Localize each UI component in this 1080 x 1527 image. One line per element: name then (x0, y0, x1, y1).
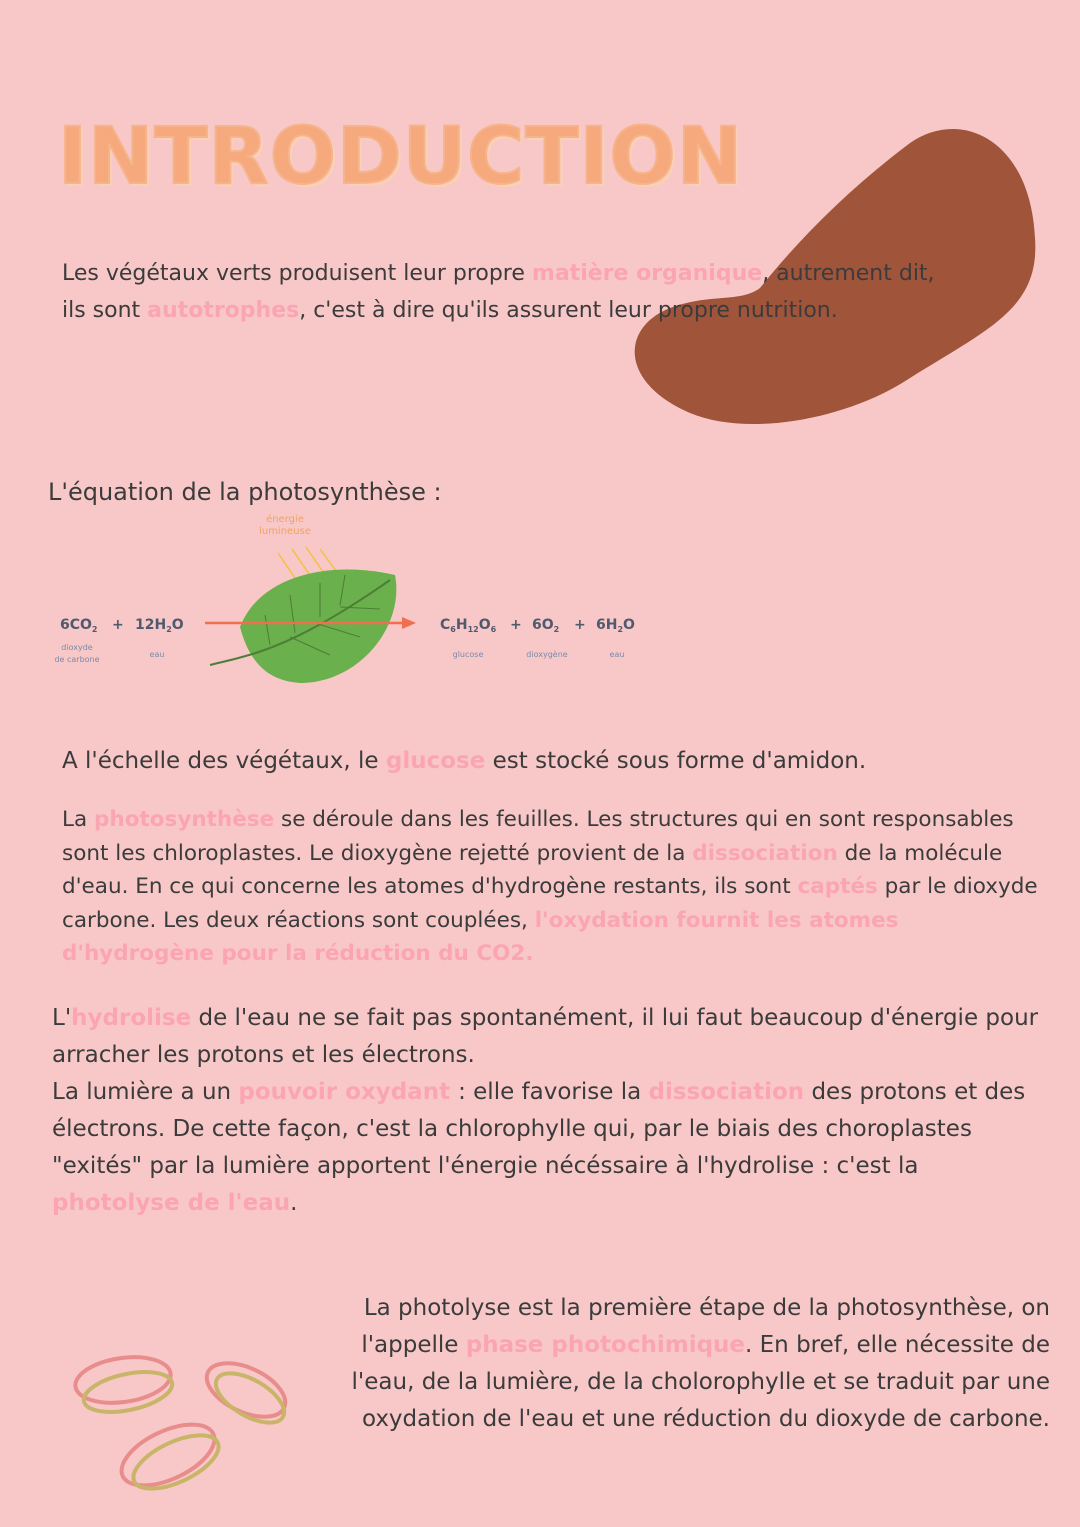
product-o2: $6O_2$ (532, 617, 560, 634)
energy-label-line2: lumineuse (259, 526, 311, 537)
leaf-icon (210, 569, 396, 683)
intro-paragraph: Les végétaux verts produisent leur propre matière organique, autrement dit, ils sont autotrophes, c'est à dire qu'ils assurent leur propre nutrition. (62, 261, 935, 323)
equation-heading: L'équation de la photosynthèse : (48, 478, 442, 506)
reactant-label: eau (149, 650, 165, 659)
product-label: dioxygène (526, 650, 568, 659)
plus-sign: + (510, 617, 522, 633)
product-glucose: $C_6H_{12}O_6$ (440, 617, 497, 634)
photosynthesis-paragraph: La photosynthèse se déroule dans les feuilles. Les structures qui en sont responsables sont les chloroplastes. Le dioxygène rejetté provient de la dissociation de la molécule d'eau. En ce qui concerne les atomes d'hydrogène restants, ils sont captés par le dioxyde carbone. Les deux réactions sont couplées, l'oxydation fournit les atomes d'hydrogène pour la réduction du CO2. (62, 807, 1038, 966)
reactant-co2: $6CO_2$ (60, 617, 98, 634)
reactant-water: $12H_2O$ (135, 617, 184, 634)
energy-label-line1: énergie (266, 514, 304, 525)
photosynthesis-equation (40, 505, 680, 695)
page-title: INTRODUCTION (58, 112, 744, 202)
hydrolysis-paragraph: L'hydrolise de l'eau ne se fait pas spontanément, il lui faut beaucoup d'énergie pour arracher les protons et les électrons. La lumière a un pouvoir oxydant : elle favorise la dissociation des protons et des électrons. De cette façon, c'est la chlorophylle qui, par le biais des choroplastes "exités" par la lumière apportent l'énergie nécéssaire à l'hydrolise : c'est la photolyse de l'eau. (52, 1005, 1039, 1216)
photolysis-paragraph: La photolyse est la première étape de la photosynthèse, on l'appelle phase photochimique. En bref, elle nécessite de l'eau, de la lumière, de la cholorophylle et se traduit par une oxydation de l'eau et une réduction du dioxyde de carbone. (351, 1295, 1050, 1432)
reactant-label: de carbone (54, 655, 100, 664)
chloroplast-rings-decoration (68, 1350, 308, 1510)
plus-sign: + (112, 617, 124, 633)
product-water: $6H_2O$ (596, 617, 635, 634)
glucose-paragraph: A l'échelle des végétaux, le glucose est stocké sous forme d'amidon. (62, 748, 867, 774)
plus-sign: + (574, 617, 586, 633)
reactant-label: dioxyde (61, 643, 93, 652)
product-label: eau (609, 650, 625, 659)
product-label: glucose (452, 650, 484, 659)
